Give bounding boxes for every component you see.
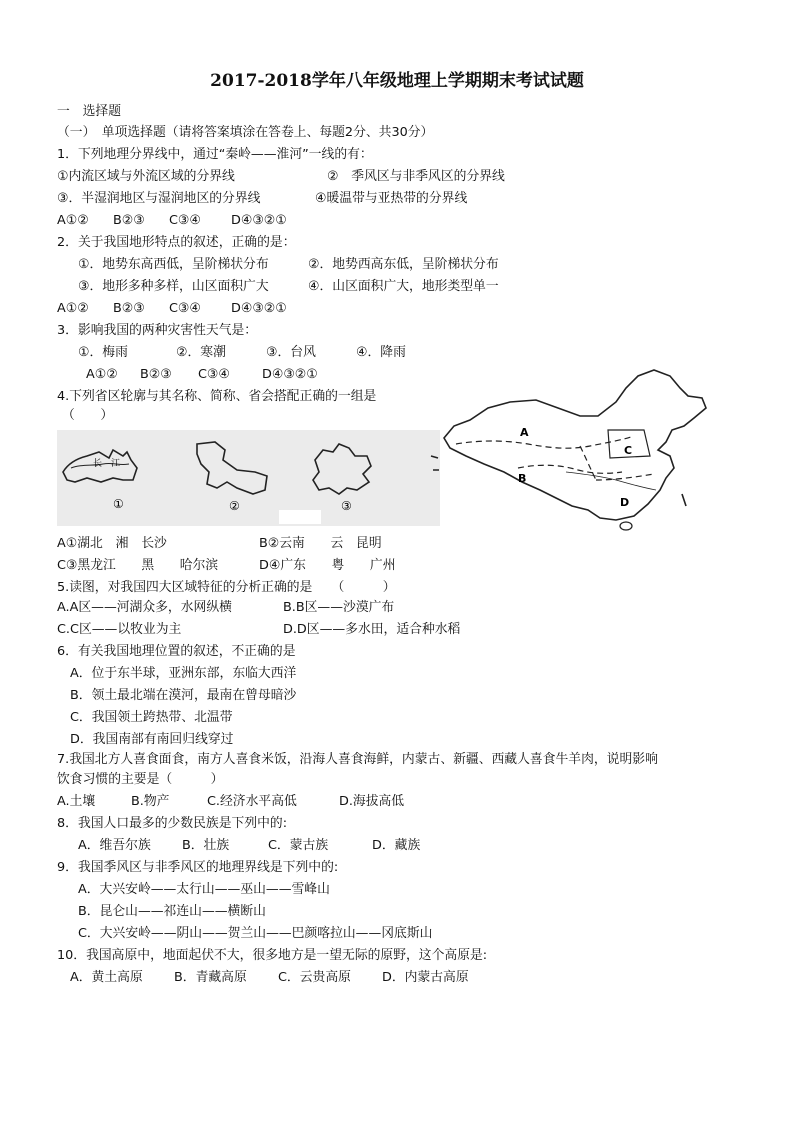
question-3-item-1: ①．梅雨	[78, 345, 128, 360]
question-10-choices	[70, 970, 469, 986]
subsection-heading: （一） 单项选择题（请将答案填涂在答卷上、每题2分、共30分）	[57, 125, 434, 140]
question-1-item-1: ①内流区域与外流区域的分界线	[57, 169, 235, 184]
question-4-choice-d: D④广东 粤 广州	[259, 558, 396, 573]
question-5-choices-row2	[57, 622, 460, 638]
question-3-choice-c: C③④	[198, 367, 230, 382]
question-9-choice-c: C．大兴安岭——阴山——贺兰山——巴颜喀拉山——冈底斯山	[78, 926, 433, 941]
question-7-choices	[57, 794, 404, 810]
question-6-choice-b: B．领土最北端在漠河，最南在曾母暗沙	[70, 688, 297, 703]
question-1-choice-d: D④③②①	[231, 213, 287, 228]
question-3-item-2: ②．寒潮	[176, 345, 226, 360]
question-5-choice-a: A.A区——河湖众多，水网纵横	[57, 600, 232, 615]
question-3-item-4: ④．降雨	[356, 345, 406, 360]
question-2-choice-a: A①②	[57, 301, 89, 316]
province-outlines-figure	[57, 430, 440, 526]
question-2-items-row1	[78, 257, 499, 273]
question-2-choice-c: C③④	[169, 301, 201, 316]
province-1-label-jiang: 江	[111, 459, 121, 469]
exam-title: 2017-2018学年八年级地理上学期期末考试试题	[210, 71, 584, 91]
question-3-choices	[86, 367, 318, 383]
question-4-choices-row2	[57, 558, 396, 574]
question-5-stem: 5.读图，对我国四大区域特征的分析正确的是 （ ）	[57, 580, 396, 595]
question-1-items-row1	[57, 169, 505, 185]
question-7-stem-continued: 饮食习惯的主要是（ ）	[57, 772, 224, 787]
question-9-choice-b: B．昆仑山——祁连山——横断山	[78, 904, 266, 919]
question-6-choice-c: C．我国领土跨热带、北温带	[70, 710, 233, 725]
question-10-choice-c: C．云贵高原	[278, 970, 351, 985]
question-3-item-3: ③．台风	[266, 345, 316, 360]
question-2-item-1: ①．地势东高西低，呈阶梯状分布	[78, 257, 269, 272]
question-1-choice-c: C③④	[169, 213, 201, 228]
question-2-choices	[57, 301, 287, 317]
question-1-choice-a: A①②	[57, 213, 89, 228]
question-1-items-row2	[57, 191, 467, 207]
question-8-choice-b: B．壮族	[182, 838, 230, 853]
question-3-stem: 3．影响我国的两种灾害性天气是：	[57, 323, 258, 338]
section-heading: 一 选择题	[57, 104, 121, 119]
map-label-b: B	[518, 472, 527, 485]
question-2-item-3: ③．地形多种多样，山区面积广大	[78, 279, 269, 294]
question-7-choice-a: A.土壤	[57, 794, 96, 809]
question-3-choice-a: A①②	[86, 367, 118, 382]
question-6-stem: 6．有关我国地理位置的叙述，不正确的是	[57, 644, 296, 659]
question-5-choice-d: D.D区——多水田，适合种水稻	[283, 622, 461, 637]
question-5-choices-row1	[57, 600, 394, 616]
province-1-number: ①	[113, 497, 124, 511]
image-blank-patch	[279, 510, 321, 524]
question-2-choice-b: B②③	[113, 301, 145, 316]
question-1-choice-b: B②③	[113, 213, 145, 228]
map-label-a: A	[520, 426, 529, 439]
question-7-choice-d: D.海拔高低	[339, 794, 405, 809]
question-6-choice-a: A．位于东半球，亚洲东部，东临大西洋	[70, 666, 297, 681]
question-8-choice-d: D．藏族	[372, 838, 421, 853]
question-2-choice-d: D④③②①	[231, 301, 287, 316]
question-2-item-2: ②．地势西高东低，呈阶梯状分布	[308, 257, 499, 272]
question-2-items-row2	[78, 279, 499, 295]
question-4-blank: （ ）	[62, 408, 114, 423]
map-label-c: C	[624, 444, 633, 457]
question-10-choice-a: A．黄土高原	[70, 970, 143, 985]
question-4-choice-c: C③黑龙江 黑 哈尔滨	[57, 558, 219, 573]
question-4-stem: 4.下列省区轮廓与其名称、简称、省会搭配正确的一组是	[57, 389, 377, 404]
question-8-choice-a: A．维吾尔族	[78, 838, 151, 853]
question-8-choices	[78, 838, 420, 854]
question-1-choices	[57, 213, 287, 229]
question-8-choice-c: C．蒙古族	[268, 838, 329, 853]
province-1-label-chang: 长	[93, 459, 103, 469]
province-2-number: ②	[229, 499, 240, 513]
map-label-d: D	[620, 496, 630, 509]
question-1-item-2: ② 季风区与非季风区的分界线	[327, 169, 505, 184]
china-regions-map	[440, 368, 710, 536]
question-6-choice-d: D．我国南部有南回归线穿过	[70, 732, 234, 747]
province-3-number: ③	[341, 499, 352, 513]
question-10-choice-b: B．青藏高原	[174, 970, 247, 985]
question-1-stem: 1．下列地理分界线中，通过“秦岭——淮河”一线的有：	[57, 147, 373, 162]
question-7-choice-c: C.经济水平高低	[207, 794, 297, 809]
question-7-stem: 7.我国北方人喜食面食，南方人喜食米饭，沿海人喜食海鲜，内蒙古、新疆、西藏人喜食牛羊肉，说明影响	[57, 752, 658, 767]
question-5-choice-c: C.C区——以牧业为主	[57, 622, 182, 637]
question-2-item-4: ④．山区面积广大，地形类型单一	[308, 279, 499, 294]
question-9-stem: 9．我国季风区与非季风区的地理界线是下列中的:	[57, 860, 339, 875]
question-8-stem: 8．我国人口最多的少数民族是下列中的:	[57, 816, 288, 831]
question-10-stem: 10．我国高原中，地面起伏不大，很多地方是一望无际的原野，这个高原是:	[57, 948, 488, 963]
question-3-items	[78, 345, 406, 361]
question-10-choice-d: D．内蒙古高原	[382, 970, 469, 985]
question-4-choice-b: B②云南 云 昆明	[259, 536, 382, 551]
question-3-choice-b: B②③	[140, 367, 172, 382]
question-3-choice-d: D④③②①	[262, 367, 318, 382]
question-4-choices-row1	[57, 536, 382, 552]
question-4-choice-a: A①湖北 湘 长沙	[57, 536, 167, 551]
question-2-stem: 2．关于我国地形特点的叙述，正确的是：	[57, 235, 296, 250]
question-7-choice-b: B.物产	[131, 794, 170, 809]
question-9-choice-a: A．大兴安岭——太行山——巫山——雪峰山	[78, 882, 330, 897]
question-1-item-3: ③．半湿润地区与湿润地区的分界线	[57, 191, 261, 206]
question-5-choice-b: B.B区——沙漠广布	[283, 600, 395, 615]
question-1-item-4: ④暖温带与亚热带的分界线	[315, 191, 468, 206]
